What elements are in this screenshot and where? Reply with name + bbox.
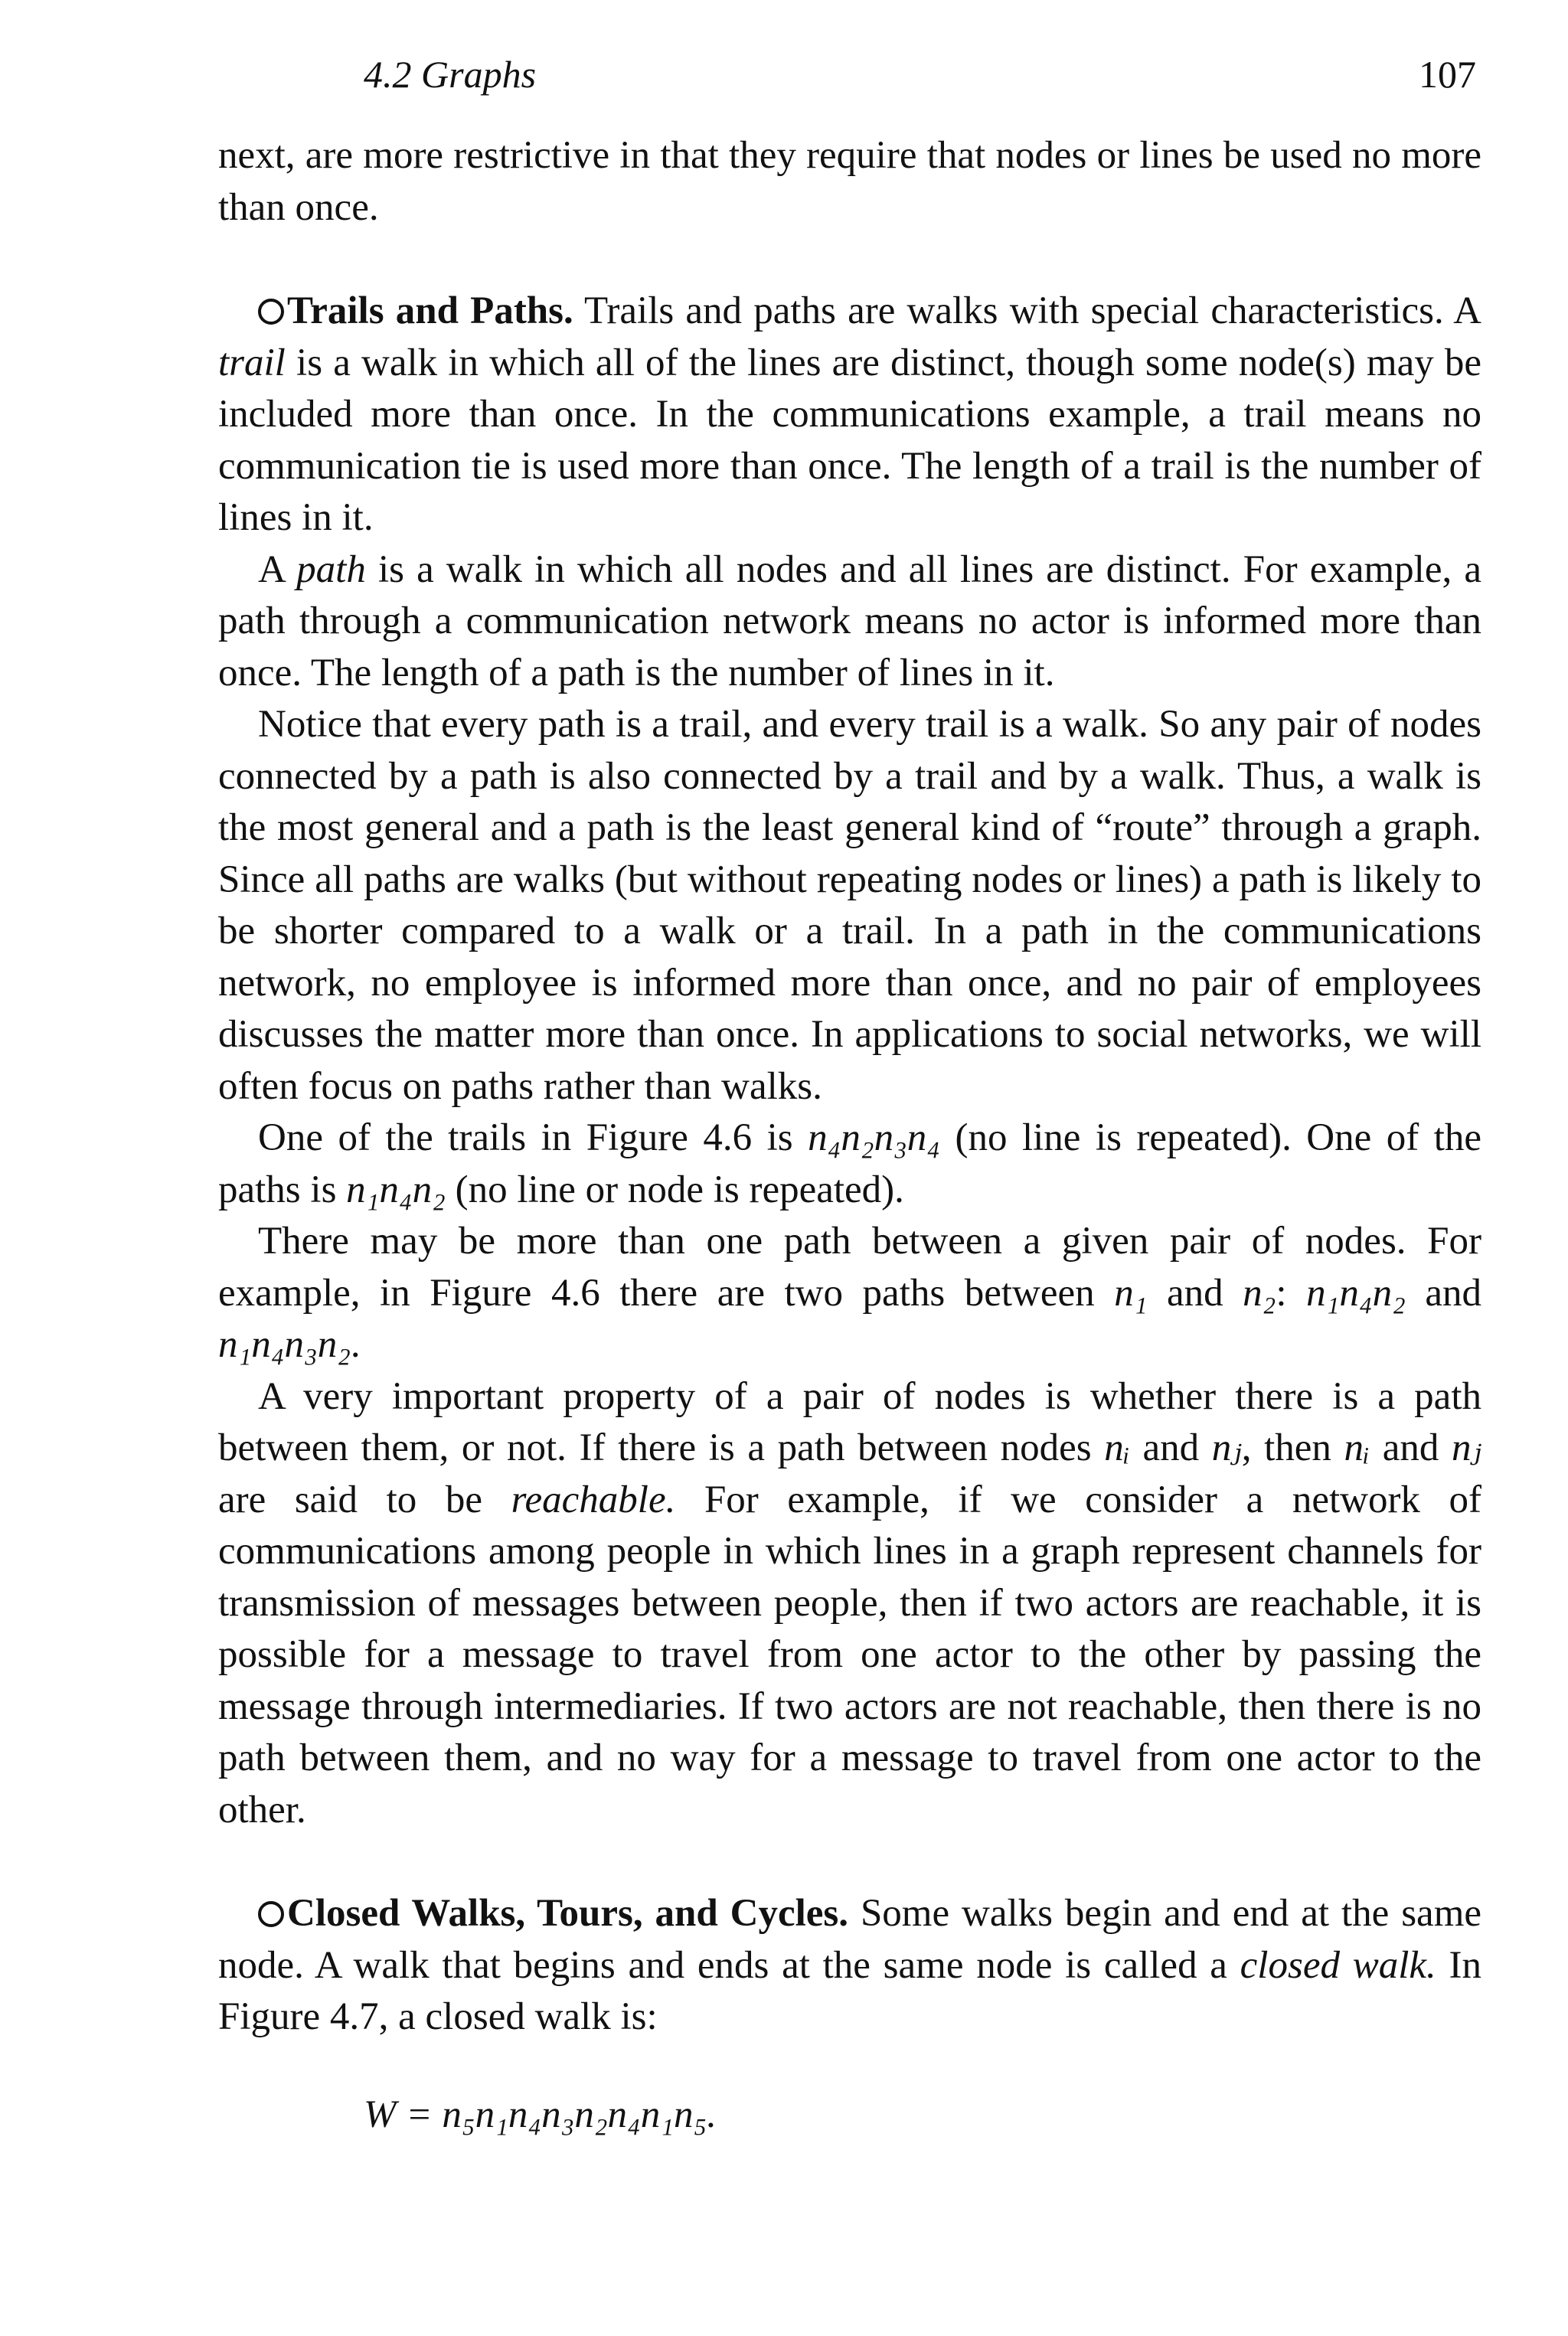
body-text — [218, 130, 1481, 2141]
circle-bullet-icon — [258, 1901, 284, 1927]
circle-bullet-icon — [258, 299, 284, 325]
term-path: path — [296, 547, 366, 591]
math-ni: nᵢ — [1344, 1426, 1370, 1469]
paragraph-notice: Notice that every path is a trail, and every trail is a walk. So any pair of nodes connected by a path is also connected by a trail and by a walk. Thus, a walk is the most general and a path is the least general kind of “route” through a graph. Since all paths are walks (but without repeating nodes or lines) a path is likely to be shorter compared to a walk or a trail. In a path in the communications network, no employee is informed more than once, and no pair of employees discusses the matter more than once. In applications to social networks, we will often focus on paths rather than walks. — [218, 703, 1481, 1108]
section-title: 4.2 Graphs — [364, 53, 537, 96]
term-trail: trail — [218, 341, 286, 384]
math-n2: n₂ — [1243, 1271, 1276, 1315]
page-number: 107 — [1419, 53, 1476, 96]
math-path: n₁n₄n₂ — [346, 1168, 446, 1211]
paragraph-reachable: A very important property of a pair of nodes is whether there is a path between them, or not. If there is a path between nodes nᵢ and nⱼ, then nᵢ and nⱼ are said to be reachable. For example, if we consider a network of communications among people in which lines in a graph represent channels for transmission of messages between people, then if two actors are reachable, it is possible for a message to travel from one actor to the other by passing the message through intermediaries. If two actors are not reachable, then there is no path between them, and no way for a message to travel from one actor to the other. — [218, 1374, 1482, 1831]
term-reachable: reachable. — [511, 1478, 676, 1521]
math-path-2: n₁n₄n₃n₂ — [218, 1323, 351, 1366]
closed-walk-formula: W = n₅n₁n₄n₃n₂n₄n₁n₅. — [364, 2093, 717, 2136]
math-nj: nⱼ — [1452, 1426, 1482, 1469]
math-n1: n₁ — [1114, 1271, 1148, 1315]
section-heading-trails: Trails and Paths. — [287, 289, 573, 332]
section-heading-closed-walks: Closed Walks, Tours, and Cycles. — [287, 1892, 849, 1935]
math-nj: nⱼ — [1211, 1426, 1242, 1469]
paragraph-trails: Trails and Paths. Trails and paths are walks with special characteristics. A trail is a walk in which all of the lines are distinct, though some node(s) may be included more than once. In the communications example, a trail means no communication tie is used more than once. The length of a trail is the number of lines in it. — [218, 289, 1481, 539]
term-closed-walk: closed walk. — [1240, 1943, 1436, 1987]
paragraph-continuation: next, are more restrictive in that they require that nodes or lines be used no more than once. — [218, 134, 1481, 229]
math-path-1: n₁n₄n₂ — [1306, 1271, 1406, 1315]
paragraph-trail-example: One of the trails in Figure 4.6 is n₄n₂n₃n₄ (no line is repeated). One of the paths is n₁n₄n₂ (no line or node is repeated). — [218, 1116, 1481, 1211]
paragraph-path: A path is a walk in which all nodes and all lines are distinct. For example, a path through a communication network means no actor is informed more than once. The length of a path is the number of lines in it. — [218, 547, 1481, 694]
paragraph-multiple-paths: There may be more than one path between a given pair of nodes. For example, in Figure 4.6 there are two paths between n₁ and n₂: n₁n₄n₂ and n₁n₄n₃n₂. — [218, 1220, 1482, 1366]
math-ni: nᵢ — [1104, 1426, 1130, 1469]
math-trail: n₄n₂n₃n₄ — [808, 1116, 941, 1159]
paragraph-closed-walks: Closed Walks, Tours, and Cycles. Some walks begin and end at the same node. A walk that begins and ends at the same node is called a closed walk. In Figure 4.7, a closed walk is: — [218, 1892, 1481, 2038]
